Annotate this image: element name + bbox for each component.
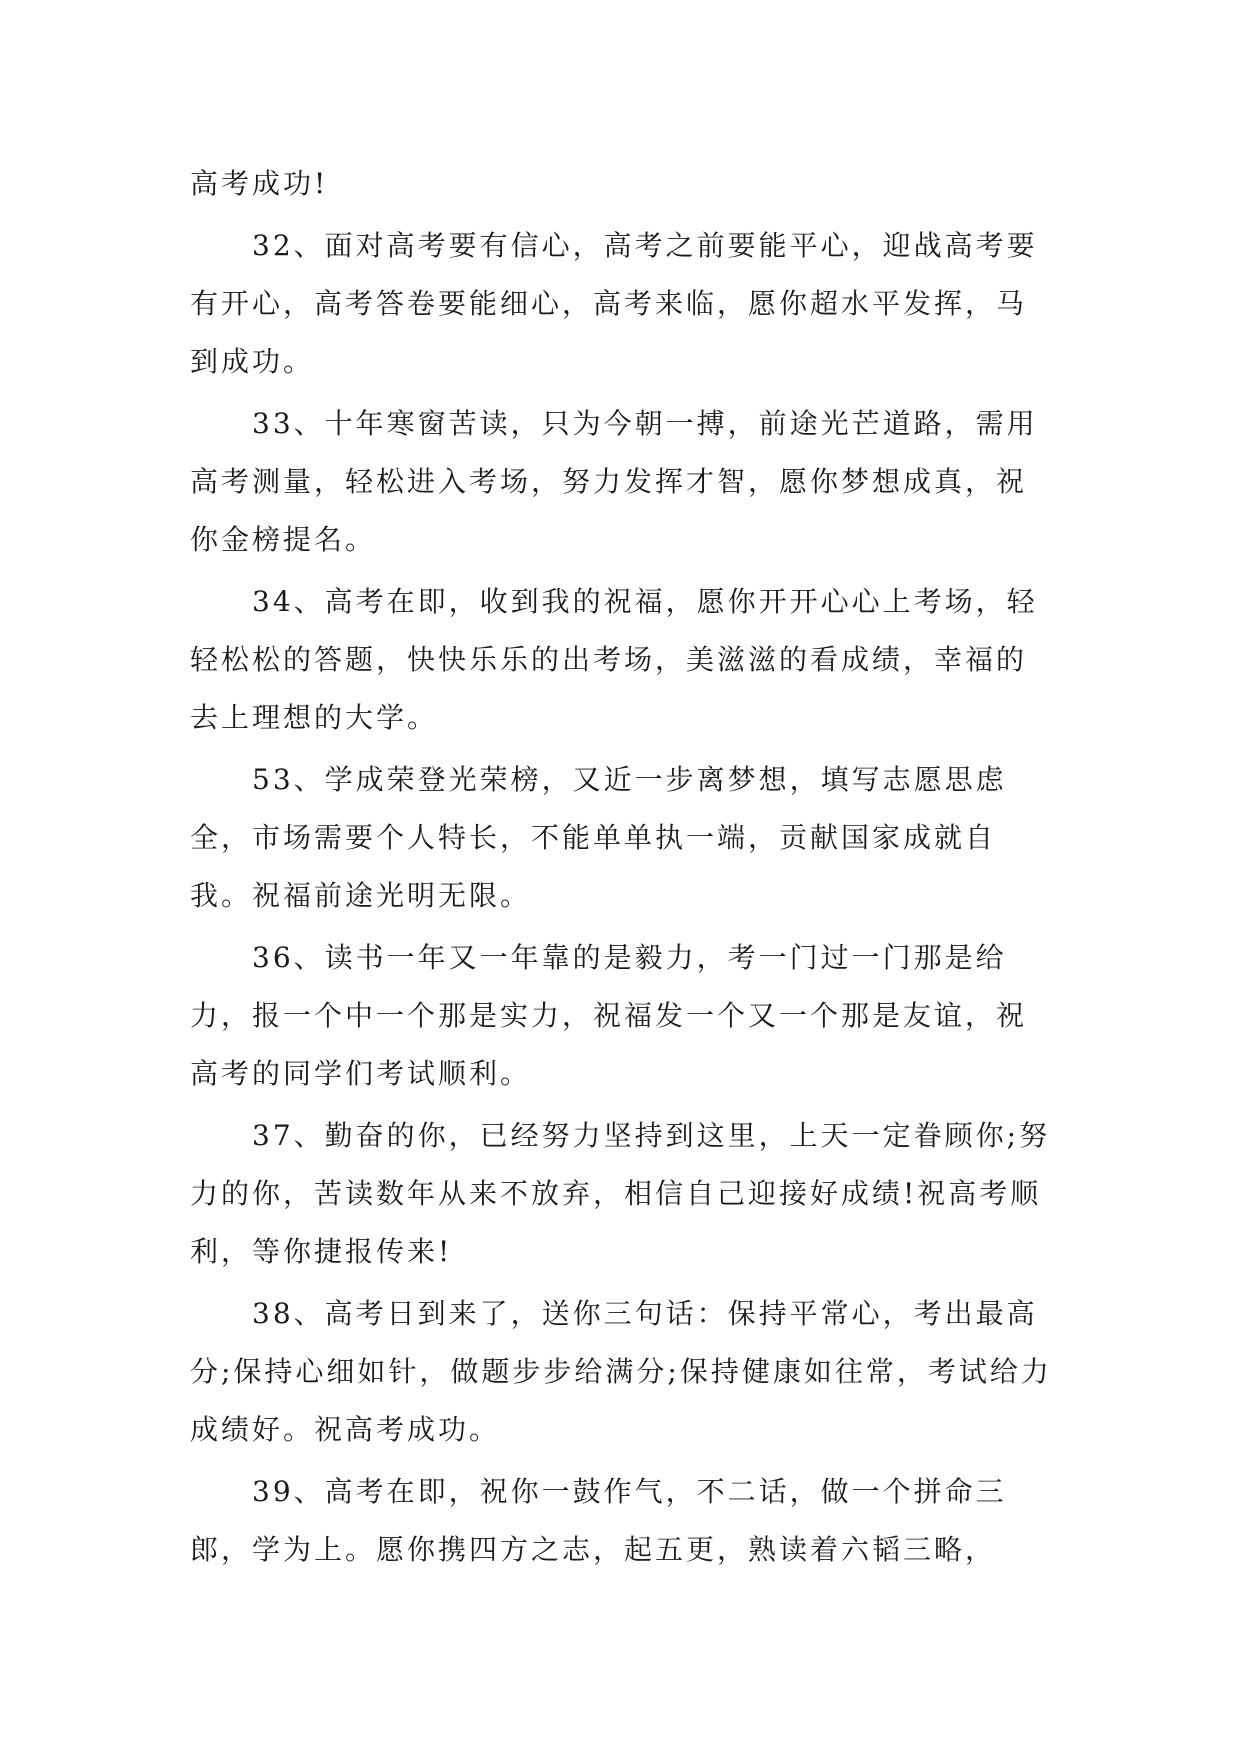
paragraph: 36、读书一年又一年靠的是毅力，考一门过一门那是给力，报一个中一个那是实力，祝福发一个又一个那是友谊，祝高考的同学们考试顺利。 xyxy=(190,941,1028,1090)
paragraph: 39、高考在即，祝你一鼓作气，不二话，做一个拼命三郎，学为上。愿你携四方之志，起五更，熟读着六韬三略， xyxy=(190,1475,1007,1566)
paragraph: 38、高考日到来了，送你三句话：保持平常心，考出最高分;保持心细如针，做题步步给满分;保持健康如往常，考试给力成绩好。祝高考成功。 xyxy=(190,1297,1052,1446)
paragraph: 32、面对高考要有信心，高考之前要能平心，迎战高考要有开心，高考答卷要能细心，高考来临，愿你超水平发挥，马到成功。 xyxy=(190,229,1038,378)
paragraph: 37、勤奋的你，已经努力坚持到这里，上天一定眷顾你;努力的你，苦读数年从来不放弃，相信自己迎接好成绩!祝高考顺利，等你捷报传来! xyxy=(190,1119,1051,1268)
paragraph: 33、十年寒窗苦读，只为今朝一搏，前途光芒道路，需用高考测量，轻松进入考场，努力发挥才智，愿你梦想成真，祝你金榜提名。 xyxy=(190,407,1038,556)
paragraph: 53、学成荣登光荣榜，又近一步离梦想，填写志愿思虑全，市场需要个人特长，不能单单执一端，贡献国家成就自我。祝福前途光明无限。 xyxy=(190,763,1007,912)
document-body xyxy=(190,155,1052,1583)
paragraph: 34、高考在即，收到我的祝福，愿你开开心心上考场，轻轻松松的答题，快快乐乐的出考场，美滋滋的看成绩，幸福的去上理想的大学。 xyxy=(190,585,1038,734)
paragraph: 高考成功! xyxy=(190,167,329,200)
